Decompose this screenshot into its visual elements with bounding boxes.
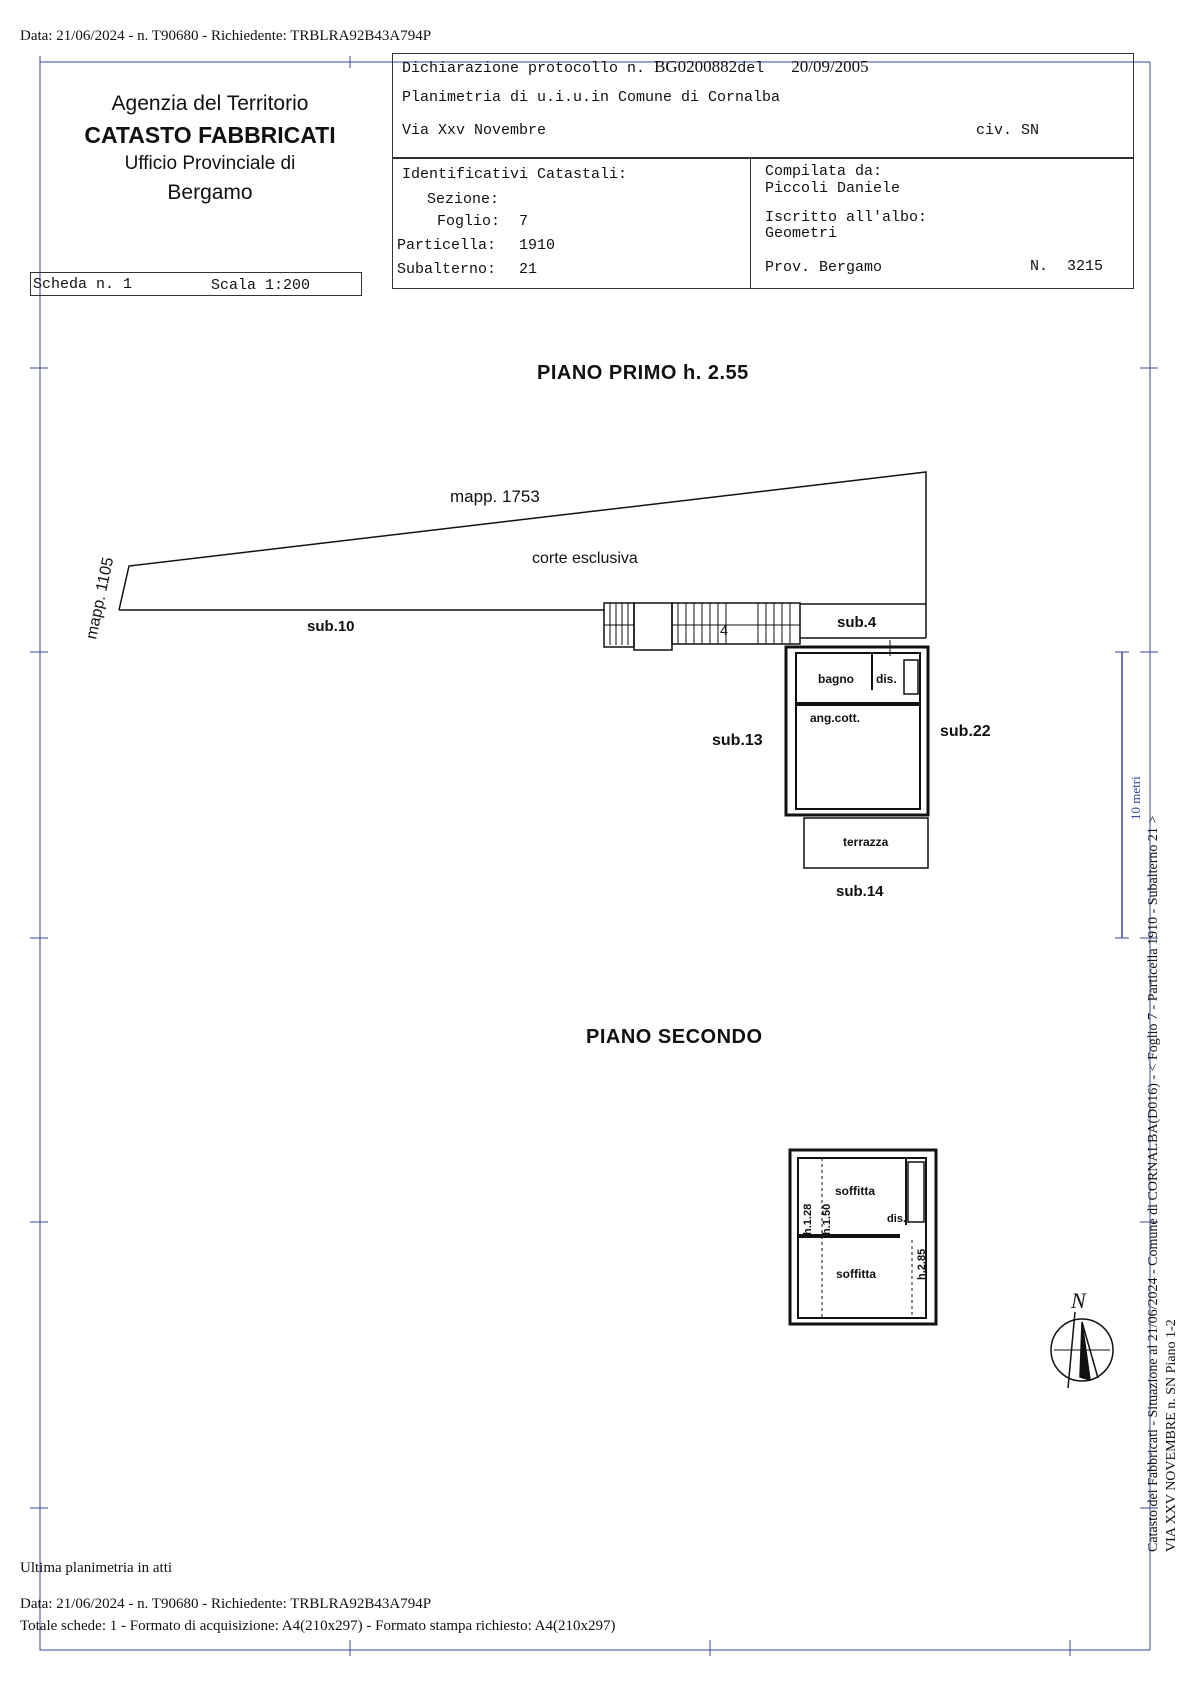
agency-name: Agenzia del Territorio xyxy=(111,92,309,115)
sub10-label: sub.10 xyxy=(307,618,355,635)
sub22-label: sub.22 xyxy=(940,723,991,740)
top-header: Data: 21/06/2024 - n. T90680 - Richiedente: TRBLRA92B43A794P xyxy=(20,28,432,44)
floor1-title: PIANO PRIMO h. 2.55 xyxy=(537,362,749,384)
side-caption-2: VIA XXV NOVEMBRE n. SN Piano 1-2 xyxy=(1164,1319,1179,1552)
protocol-number: BG0200882 xyxy=(654,57,738,76)
corte-label: corte esclusiva xyxy=(532,550,638,567)
mapp-1753-label: mapp. 1753 xyxy=(450,487,540,506)
dis-label: dis. xyxy=(876,672,897,686)
floor2-title: PIANO SECONDO xyxy=(586,1026,763,1048)
plan-line: Planimetria di u.i.u.in Comune di Cornalba xyxy=(402,89,781,106)
identifiers-title: Identificativi Catastali: xyxy=(402,166,628,183)
protocol-label: Dichiarazione protocollo n. xyxy=(402,60,646,77)
particella-label: Particella: xyxy=(397,237,497,254)
province: Prov. Bergamo xyxy=(765,259,883,276)
footer-ultima: Ultima planimetria in atti xyxy=(20,1560,173,1576)
sub13-label: sub.13 xyxy=(712,732,763,749)
protocol-date: 20/09/2005 xyxy=(791,57,869,76)
compilata-label: Compilata da: xyxy=(765,163,883,180)
sub4-label: sub.4 xyxy=(837,614,877,631)
height-128-label: h.1.28 xyxy=(802,1203,814,1235)
scheda-scale: Scala 1:200 xyxy=(211,277,311,294)
scheda-number: Scheda n. 1 xyxy=(33,276,133,293)
scale-bar-label: 10 metri xyxy=(1128,776,1143,820)
sezione-label: Sezione: xyxy=(427,191,500,208)
sub14-label: sub.14 xyxy=(836,883,884,900)
foglio-label: Foglio: xyxy=(437,213,501,230)
particella-value: 1910 xyxy=(519,237,556,254)
ufficio-city: Bergamo xyxy=(167,181,253,204)
footer-totale: Totale schede: 1 - Formato di acquisizione: A4(210x297) - Formato stampa richiesto: A4(210x297) xyxy=(20,1618,616,1634)
ang-cott-label: ang.cott. xyxy=(810,711,860,725)
del-label: del xyxy=(737,60,765,77)
dis-upper-label: dis. xyxy=(887,1213,906,1225)
north-arrow-icon xyxy=(1051,1312,1113,1388)
address-line: Via Xxv Novembre xyxy=(402,122,547,139)
compiler-name: Piccoli Daniele xyxy=(765,180,901,197)
footer-data: Data: 21/06/2024 - n. T90680 - Richiedente: TRBLRA92B43A794P xyxy=(20,1596,432,1612)
albo-label: Iscritto all'albo: xyxy=(765,209,928,226)
ufficio-label: Ufficio Provinciale di xyxy=(124,153,296,174)
north-label: N xyxy=(1071,1288,1086,1313)
height-150-label: h.1.50 xyxy=(821,1203,833,1235)
soffitta-upper-label: soffitta xyxy=(835,1184,875,1198)
subalterno-value: 21 xyxy=(519,261,538,278)
subalterno-label: Subalterno: xyxy=(397,261,497,278)
albo-number-label: N. xyxy=(1030,258,1049,275)
catasto-title: CATASTO FABBRICATI xyxy=(84,122,336,148)
albo-number: 3215 xyxy=(1067,258,1104,275)
step-label: 4 xyxy=(720,622,728,638)
foglio-value: 7 xyxy=(519,213,529,230)
height-285-label: h.2.85 xyxy=(916,1248,928,1280)
bagno-label: bagno xyxy=(818,672,854,686)
soffitta-lower-label: soffitta xyxy=(836,1267,876,1281)
mapp-1105-label: mapp. 1105 xyxy=(83,555,118,641)
civic-number: civ. SN xyxy=(976,122,1040,139)
terrazza-label: terrazza xyxy=(843,835,889,849)
albo-value: Geometri xyxy=(765,225,838,242)
side-caption-1: Catasto dei Fabbricati - Situazione al 21/06/2024 - Comune di CORNALBA(D016) - < Foglio 7 - Particella 1910 - Subalterno 21 > xyxy=(1146,815,1161,1552)
